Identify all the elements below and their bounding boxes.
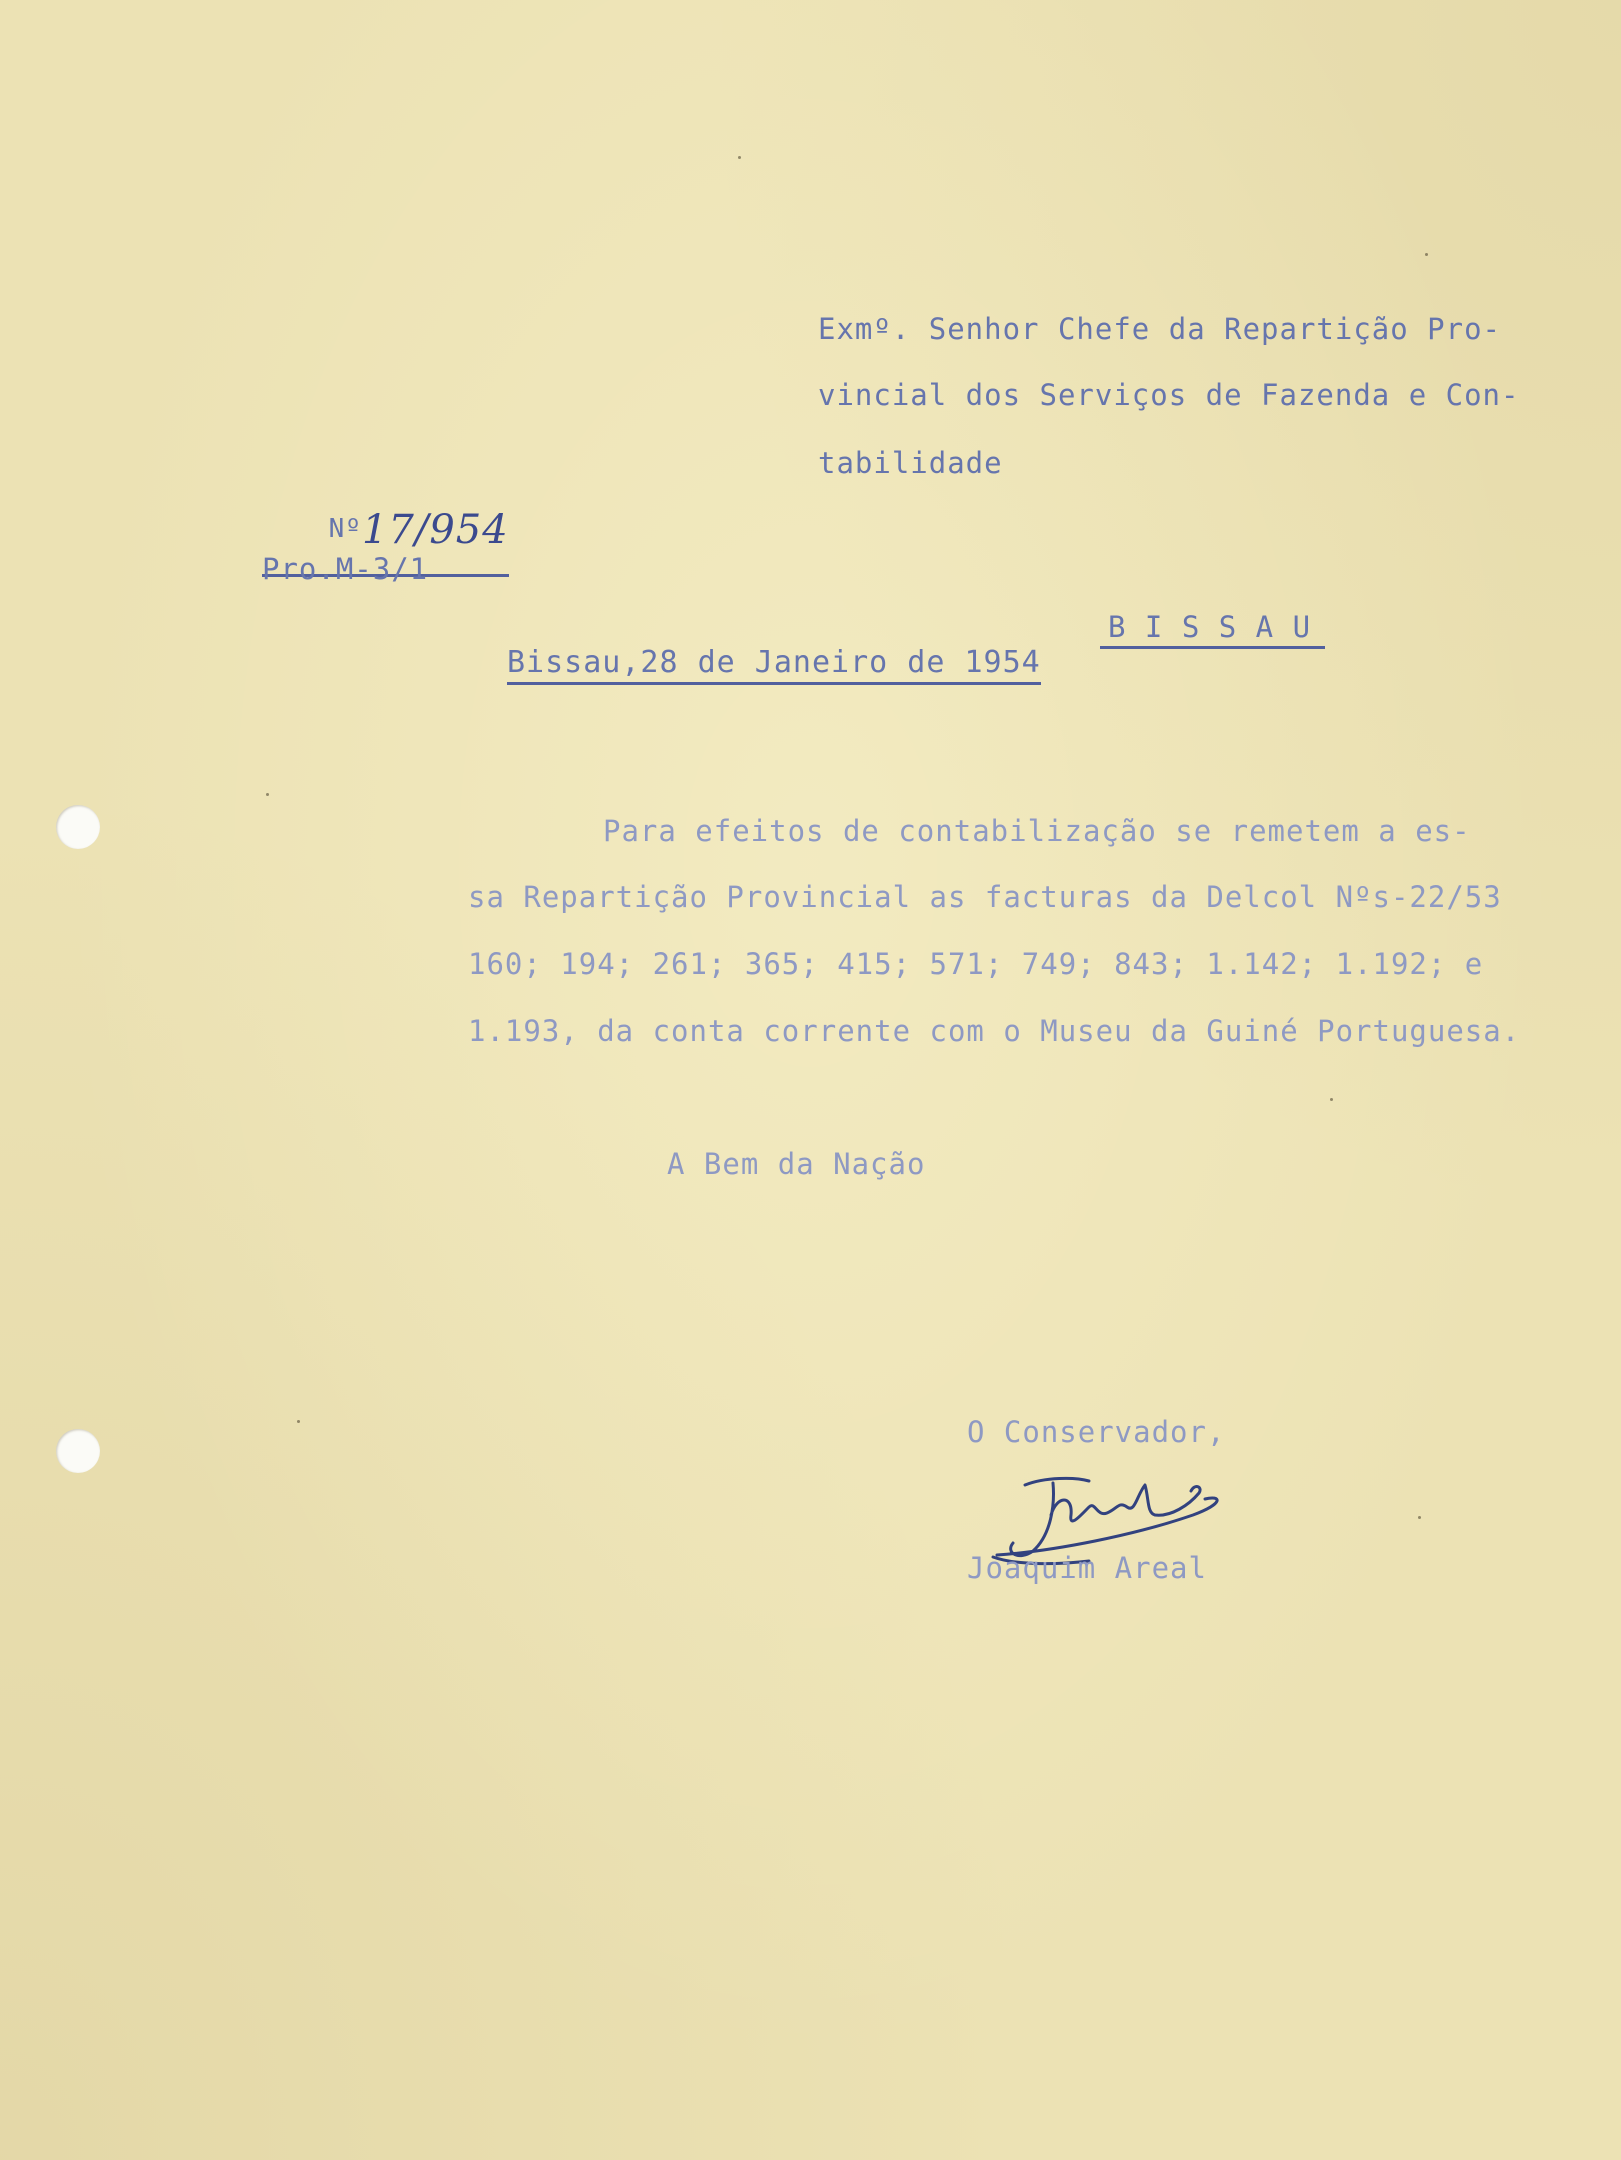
paper-speck [297, 1420, 300, 1423]
paper-speck [1418, 1516, 1421, 1519]
signatory-title: O Conservador, [967, 1415, 1226, 1449]
paper-speck [1425, 253, 1428, 256]
reference-number-handwritten: 17/954 [361, 507, 509, 553]
paper-speck [266, 793, 269, 796]
paper-speck [738, 156, 741, 159]
closing-salutation: A Bem da Nação [667, 1147, 926, 1181]
addressee-line-2: vincial dos Serviços de Fazenda e Con- [818, 378, 1520, 412]
body-line-2: sa Repartição Provincial as facturas da Delcol Nºs-22/53 [468, 880, 1502, 914]
body-line-3: 160; 194; 261; 365; 415; 571; 749; 843; 1.142; 1.192; e [468, 947, 1484, 981]
addressee-line-3: tabilidade [818, 446, 1003, 480]
signatory-name: Joaquim Areal [967, 1551, 1207, 1585]
process-reference: Pro.M-3/1 [262, 552, 429, 586]
place-stamp: B I S S A U [1100, 613, 1325, 649]
body-line-1: Para efeitos de contabilização se remetem a es- [603, 814, 1471, 848]
addressee-line-1: Exmº. Senhor Chefe da Repartição Pro- [818, 312, 1502, 346]
punch-hole-top [56, 805, 100, 849]
reference-number-prefix: Nº [328, 514, 362, 544]
paper-speck [1330, 1098, 1333, 1101]
body-line-4: 1.193, da conta corrente com o Museu da Guiné Portuguesa. [468, 1014, 1521, 1048]
punch-hole-bottom [56, 1429, 100, 1473]
date-line: Bissau,28 de Janeiro de 1954 [507, 648, 1041, 685]
